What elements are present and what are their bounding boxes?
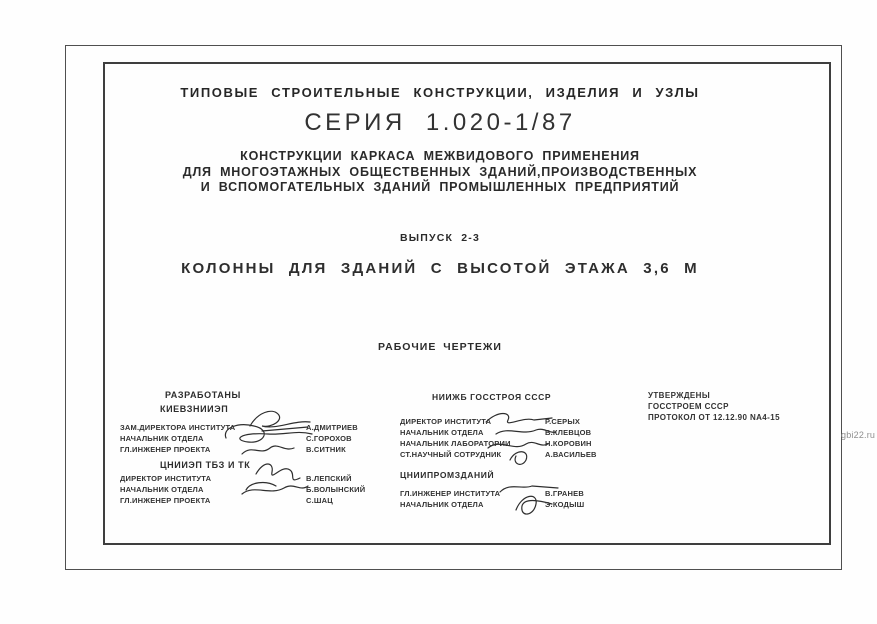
signatory-role: ЗАМ.ДИРЕКТОРА ИНСТИТУТА xyxy=(120,423,236,432)
signatory-name: В.СИТНИК xyxy=(306,445,346,454)
subtitle-line-3: И ВСПОМОГАТЕЛЬНЫХ ЗДАНИЙ ПРОМЫШЛЕННЫХ ПРЕДПРИЯТИЙ xyxy=(200,180,680,194)
subtitle-line-2: ДЛЯ МНОГОЭТАЖНЫХ ОБЩЕСТВЕННЫХ ЗДАНИЙ,ПРОИЗВОДСТВЕННЫХ xyxy=(182,164,698,179)
signatory-role: НАЧАЛЬНИК ОТДЕЛА xyxy=(400,500,484,509)
signatory-name: С.ШАЦ xyxy=(306,496,333,505)
signatory-role: НАЧАЛЬНИК ОТДЕЛА xyxy=(120,434,204,443)
signatory-role: ДИРЕКТОР ИНСТИТУТА xyxy=(120,474,212,483)
signatory-role: СТ.НАУЧНЫЙ СОТРУДНИК xyxy=(400,450,502,459)
approved-line-2: ГОССТРОЕМ СССР xyxy=(648,402,729,411)
org-tsniiep-tbz: ЦНИИЭП ТБЗ И ТК xyxy=(160,460,251,470)
org-kievzniiep: КИЕВЗНИИЭП xyxy=(160,404,229,414)
document-subtitle xyxy=(60,149,820,196)
developed-heading: РАЗРАБОТАНЫ xyxy=(165,390,241,400)
issue-label: ВЫПУСК 2-3 xyxy=(399,232,481,244)
doc-type-label: РАБОЧИЕ ЧЕРТЕЖИ xyxy=(378,341,502,353)
signatory-role: ГЛ.ИНЖЕНЕР ИНСТИТУТА xyxy=(400,489,501,498)
subtitle-line-1: КОНСТРУКЦИИ КАРКАСА МЕЖВИДОВОГО ПРИМЕНЕНИЯ xyxy=(240,149,640,163)
signature-cluster-kievzniiep xyxy=(218,404,326,464)
watermark-text: gbi22.ru xyxy=(841,430,876,440)
signatory-role: ГЛ.ИНЖЕНЕР ПРОЕКТА xyxy=(120,445,211,454)
signatory-name: Р.СЕРЫХ xyxy=(545,417,581,426)
signatory-name: А.ДМИТРИЕВ xyxy=(306,423,358,432)
signatory-role: ГЛ.ИНЖЕНЕР ПРОЕКТА xyxy=(120,496,211,505)
signatory-name: Э.КОДЫШ xyxy=(545,500,585,509)
signatory-name: Б.ВОЛЫНСКИЙ xyxy=(306,485,366,494)
signatory-role: НАЧАЛЬНИК ЛАБОРАТОРИИ xyxy=(400,439,511,448)
org-niizhb: НИИЖБ ГОССТРОЯ СССР xyxy=(432,392,552,402)
signatory-name: В.ЛЕПСКИЙ xyxy=(306,474,352,483)
signatory-role: НАЧАЛЬНИК ОТДЕЛА xyxy=(120,485,204,494)
approval-block xyxy=(648,390,828,423)
signatory-name: Н.КОРОВИН xyxy=(545,439,592,448)
approved-line-1: УТВЕРЖДЕНЫ xyxy=(648,391,711,400)
approved-line-3: ПРОТОКОЛ ОТ 12.12.90 NА4-15 xyxy=(648,413,780,422)
signature-cluster-tsniiep xyxy=(236,458,318,504)
signatory-role: НАЧАЛЬНИК ОТДЕЛА xyxy=(400,428,484,437)
document-category-title: ТИПОВЫЕ СТРОИТЕЛЬНЫЕ КОНСТРУКЦИИ, ИЗДЕЛИЯ И УЗЛЫ xyxy=(180,85,700,100)
signatory-role: ДИРЕКТОР ИНСТИТУТА xyxy=(400,417,492,426)
signatory-name: С.ГОРОХОВ xyxy=(306,434,352,443)
signature-cluster-niizhb xyxy=(478,408,560,466)
org-tsniipromzdaniy: ЦНИИПРОМЗДАНИЙ xyxy=(400,470,495,480)
signatory-name: А.ВАСИЛЬЕВ xyxy=(545,450,597,459)
signature-cluster-tsniiprom xyxy=(494,478,566,520)
series-title: СЕРИЯ 1.020-1/87 xyxy=(304,109,576,136)
volume-title: КОЛОННЫ ДЛЯ ЗДАНИЙ С ВЫСОТОЙ ЭТАЖА 3,6 М xyxy=(181,260,699,277)
signatory-name: В.КЛЕВЦОВ xyxy=(545,428,592,437)
signatory-name: В.ГРАНЕВ xyxy=(545,489,584,498)
